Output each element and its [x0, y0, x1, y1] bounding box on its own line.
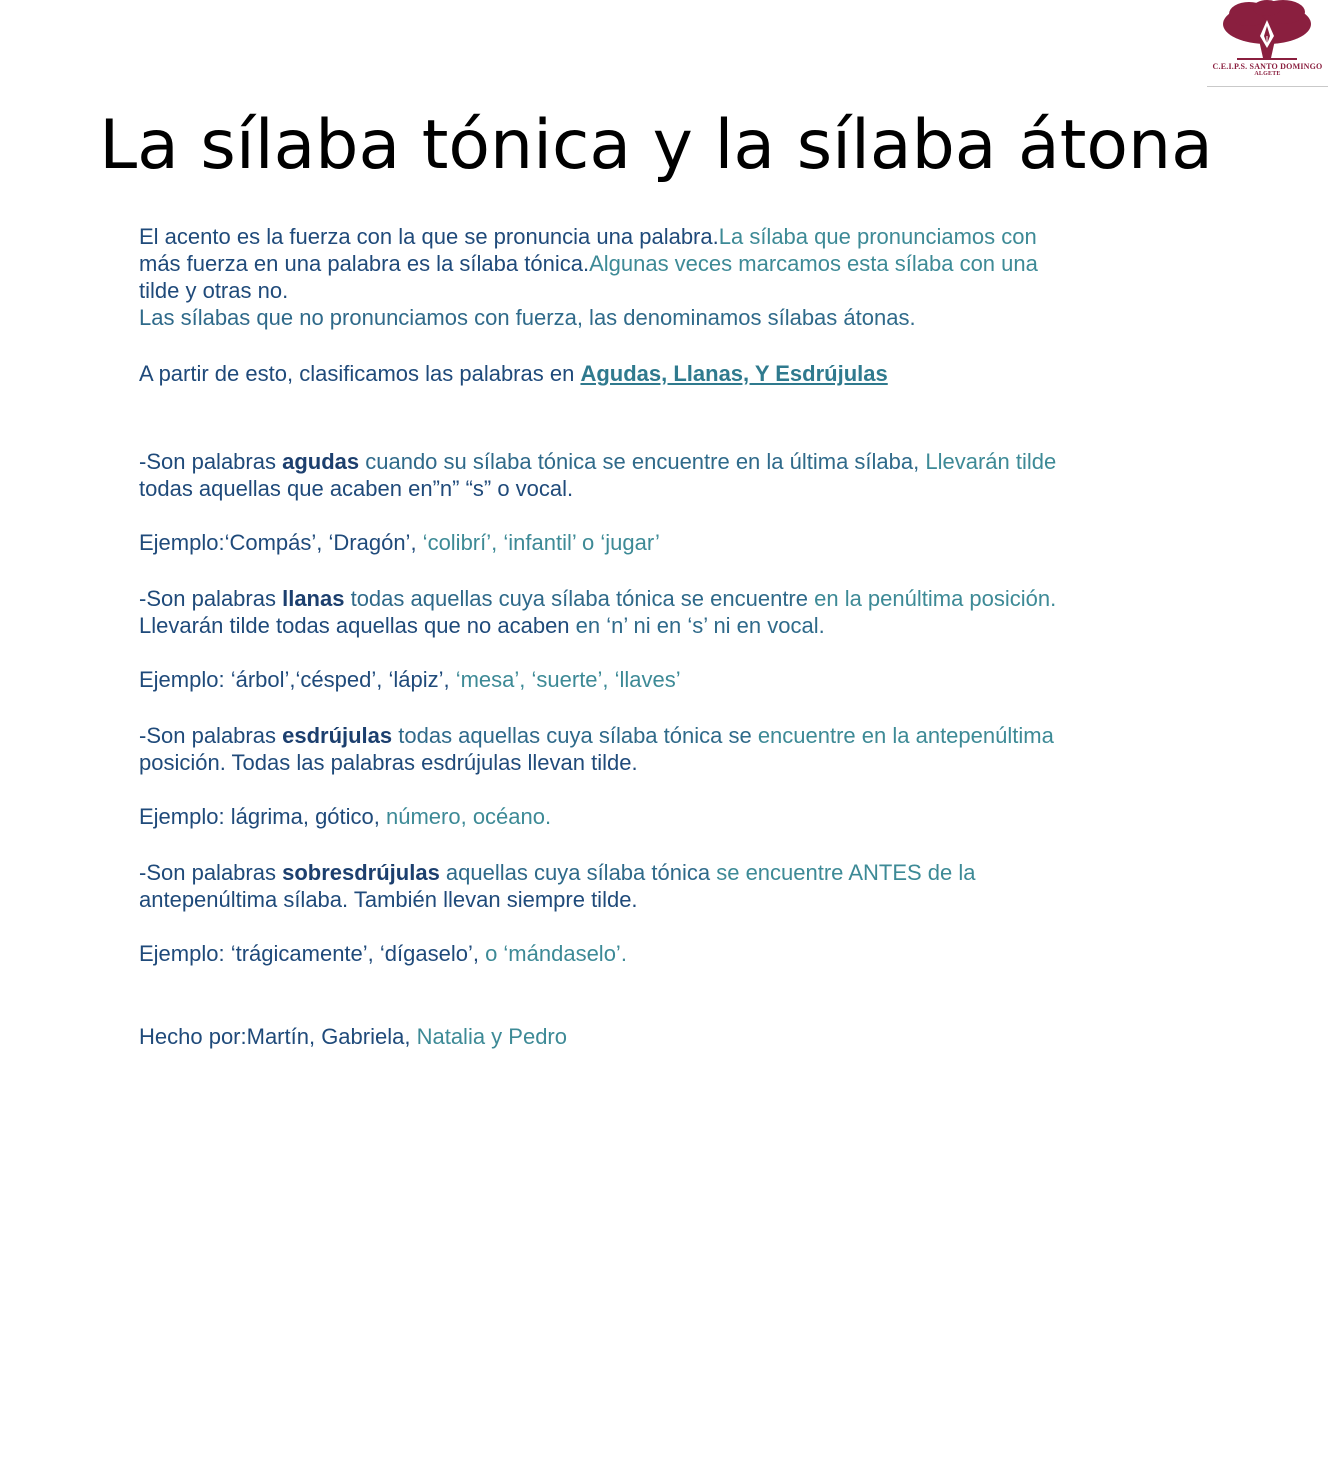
school-name [1207, 62, 1328, 78]
llanas-prefix: -Son palabras [139, 586, 283, 611]
school-name-line1: C.E.I.P.S. SANTO DOMINGO [1212, 62, 1323, 71]
agudas-rest-1b: Llevarán tilde [919, 449, 1057, 474]
sobresdrujulas-rest-2: antepenúltima sílaba. También llevan siempre tilde. [139, 887, 638, 912]
llanas-example-b: ‘mesa’, ‘suerte’, ‘llaves’ [449, 667, 681, 692]
agudas-example-b: ‘colibrí’, ‘infantil’ o ‘jugar’ [416, 530, 660, 555]
agudas-rest-2: todas aquellas que acaben en”n” “s” o vocal. [139, 476, 574, 501]
llanas-rest-2b: en ‘n’ ni en ‘s’ ni en vocal. [569, 613, 825, 638]
llanas-rest-1a: todas aquellas cuya sílaba tónica se encuentre [344, 586, 808, 611]
page-title: La sílaba tónica y la sílaba átona [99, 106, 1213, 185]
intro-text-1c: más fuerza en una palabra es la sílaba tónica. [139, 251, 590, 276]
esdrujulas-rest-2: posición. Todas las palabras esdrújulas llevan tilde. [139, 750, 638, 775]
sobresdrujulas-paragraph [139, 859, 1199, 913]
sobresdrujulas-example [139, 940, 1199, 967]
agudas-term: agudas [282, 449, 360, 474]
esdrujulas-paragraph [139, 722, 1199, 776]
document-body [139, 223, 1199, 1050]
agudas-example [139, 529, 1199, 556]
credits-a: Hecho por:Martín, Gabriela, [139, 1024, 411, 1049]
llanas-example [139, 666, 1199, 693]
sobresdrujulas-example-b: o ‘mándaselo’. [478, 941, 627, 966]
esdrujulas-example [139, 803, 1199, 830]
agudas-prefix: -Son palabras [139, 449, 283, 474]
intro-text-1a: El acento es la fuerza con la que se pronuncia una palabra. [139, 224, 719, 249]
credits [139, 1023, 1199, 1050]
intro-text-2: Las sílabas que no pronunciamos con fuerza, las denominamos sílabas átonas. [139, 305, 916, 330]
sobresdrujulas-example-a: Ejemplo: ‘trágicamente’, ‘dígaselo’, [139, 941, 479, 966]
intro-paragraph [139, 223, 1199, 331]
agudas-rest-1a: cuando su sílaba tónica se encuentre en la última sílaba, [359, 449, 920, 474]
school-logo [1207, 0, 1328, 87]
intro-text-1b: La sílaba que pronunciamos con [718, 224, 1037, 249]
esdrujulas-rest-1b: encuentre en la antepenúltima [751, 723, 1054, 748]
sobresdrujulas-prefix: -Son palabras [139, 860, 283, 885]
intro-text-1d: Algunas veces marcamos esta sílaba con una [589, 251, 1038, 276]
sobresdrujulas-rest-1a: aquellas cuya sílaba tónica [439, 860, 711, 885]
llanas-rest-1b: en la penúltima posición. [808, 586, 1057, 611]
school-name-line2: ALGETE [1254, 71, 1281, 77]
tree-pen-icon [1219, 0, 1315, 62]
classify-paragraph [139, 360, 1199, 387]
llanas-example-a: Ejemplo: ‘árbol’,‘césped’, ‘lápiz’, [139, 667, 450, 692]
sobresdrujulas-term: sobresdrújulas [282, 860, 440, 885]
sobresdrujulas-rest-1b: se encuentre ANTES de la [710, 860, 976, 885]
classify-text: A partir de esto, clasificamos las palabras en [139, 361, 581, 386]
llanas-paragraph [139, 585, 1199, 639]
esdrujulas-prefix: -Son palabras [139, 723, 283, 748]
intro-text-1e: tilde y otras no. [139, 278, 289, 303]
esdrujulas-rest-1a: todas aquellas cuya sílaba tónica se [392, 723, 752, 748]
credits-b: Natalia y Pedro [410, 1024, 567, 1049]
esdrujulas-term: esdrújulas [282, 723, 393, 748]
esdrujulas-example-b: número, océano. [379, 804, 552, 829]
classify-link[interactable]: Agudas, Llanas, Y Esdrújulas [580, 361, 888, 386]
llanas-rest-2a: Llevarán tilde todas aquellas que no acaben [139, 613, 570, 638]
esdrujulas-example-a: Ejemplo: lágrima, gótico, [139, 804, 380, 829]
agudas-example-a: Ejemplo:‘Compás’, ‘Dragón’, [139, 530, 417, 555]
llanas-term: llanas [282, 586, 345, 611]
agudas-paragraph [139, 448, 1199, 502]
